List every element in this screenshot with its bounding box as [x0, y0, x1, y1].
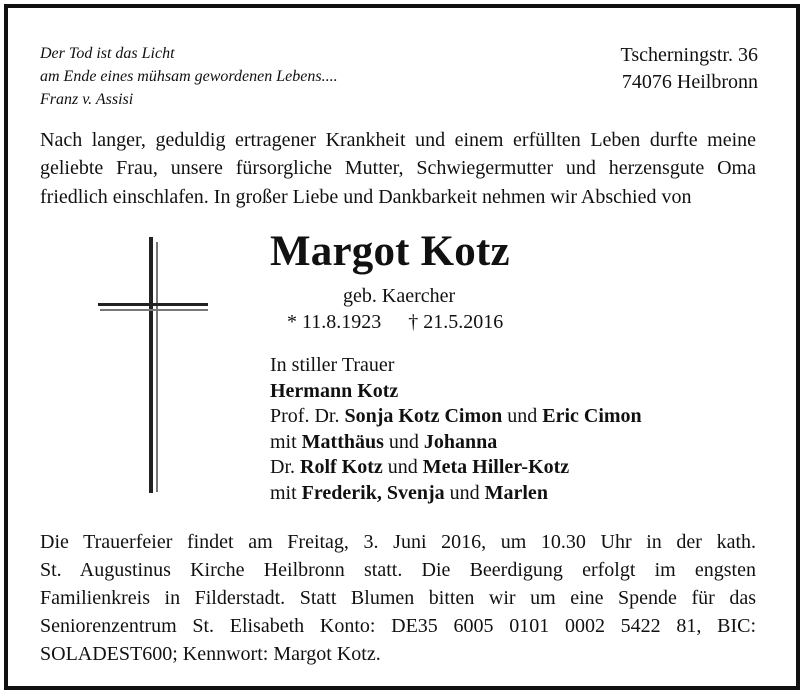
mourner-conjunction: und	[383, 430, 424, 453]
deceased-name: Margot Kotz	[270, 228, 510, 275]
mourner-name: Matthäus	[301, 430, 384, 453]
quote-block	[40, 42, 338, 111]
mourner-name: Marlen	[484, 481, 548, 504]
mourner-prefix: mit	[270, 430, 302, 453]
mourner-line	[270, 481, 642, 507]
birth-date: * 11.8.1923	[287, 311, 382, 333]
mourner-name: Johanna	[423, 430, 498, 453]
mourner-line	[270, 404, 642, 430]
quote-line: am Ende eines mühsam gewordenen Lebens....	[40, 68, 338, 85]
mourner-conjunction: und	[502, 405, 543, 427]
intro-line: friedlich einschlafen. In großer Liebe und Dankbarkeit nehmen wir Abschied von	[40, 185, 692, 208]
mourner-name: Sonja Kotz Cimon	[344, 405, 503, 427]
mourner-name: Frederik, Svenja	[301, 481, 445, 504]
closing-line: Familienkreis in Filderstadt. Statt Blumen bitten wir um eine Spende für das	[40, 587, 756, 609]
mourner-line	[270, 379, 642, 405]
intro-line: geliebte Frau, unsere fürsorgliche Mutter, Schwiegermutter und herzensgute Oma	[40, 157, 756, 180]
mourner-prefix: mit	[270, 481, 302, 504]
mourners-heading: In stiller Trauer	[270, 354, 395, 376]
mourner-conjunction: und	[382, 456, 423, 478]
quote-author: Franz v. Assisi	[40, 91, 134, 108]
closing-line: Seniorenzentrum St. Elisabeth Konto: DE35 6005 0101 0002 5422 81, BIC:	[40, 615, 756, 637]
mourner-name: Rolf Kotz	[300, 456, 383, 478]
cross-icon	[96, 234, 212, 498]
closing-line: St. Augustinus Kirche Heilbronn statt. Die Beerdigung erfolgt im engsten	[40, 559, 756, 581]
quote-line: Der Tod ist das Licht	[40, 45, 175, 62]
mourner-name: Eric Cimon	[542, 405, 642, 427]
address-street: Tscherningstr. 36	[620, 44, 758, 66]
closing-line: Die Trauerfeier findet am Freitag, 3. Juni 2016, um 10.30 Uhr in der kath.	[40, 531, 756, 553]
closing-line: SOLADEST600; Kennwort: Margot Kotz.	[40, 643, 381, 665]
mourner-name: Meta Hiller-Kotz	[422, 456, 570, 478]
intro-paragraph	[40, 126, 756, 211]
life-dates	[287, 309, 503, 335]
closing-paragraph	[40, 528, 756, 668]
mourner-line	[270, 455, 642, 481]
maiden-name: geb. Kaercher	[343, 285, 456, 307]
address-city: 74076 Heilbronn	[621, 71, 758, 93]
death-date: † 21.5.2016	[408, 311, 504, 333]
mourner-prefix: Dr.	[270, 456, 300, 478]
mourner-prefix: Prof. Dr.	[270, 405, 345, 427]
mourner-conjunction: und	[444, 481, 485, 504]
mourners-block	[270, 353, 642, 506]
mourner-line	[270, 430, 642, 456]
address-block	[621, 42, 758, 96]
intro-line: Nach langer, geduldig ertragener Krankheit und einem erfüllten Leben durfte meine	[40, 129, 756, 151]
mourner-name: Hermann Kotz	[270, 379, 399, 402]
